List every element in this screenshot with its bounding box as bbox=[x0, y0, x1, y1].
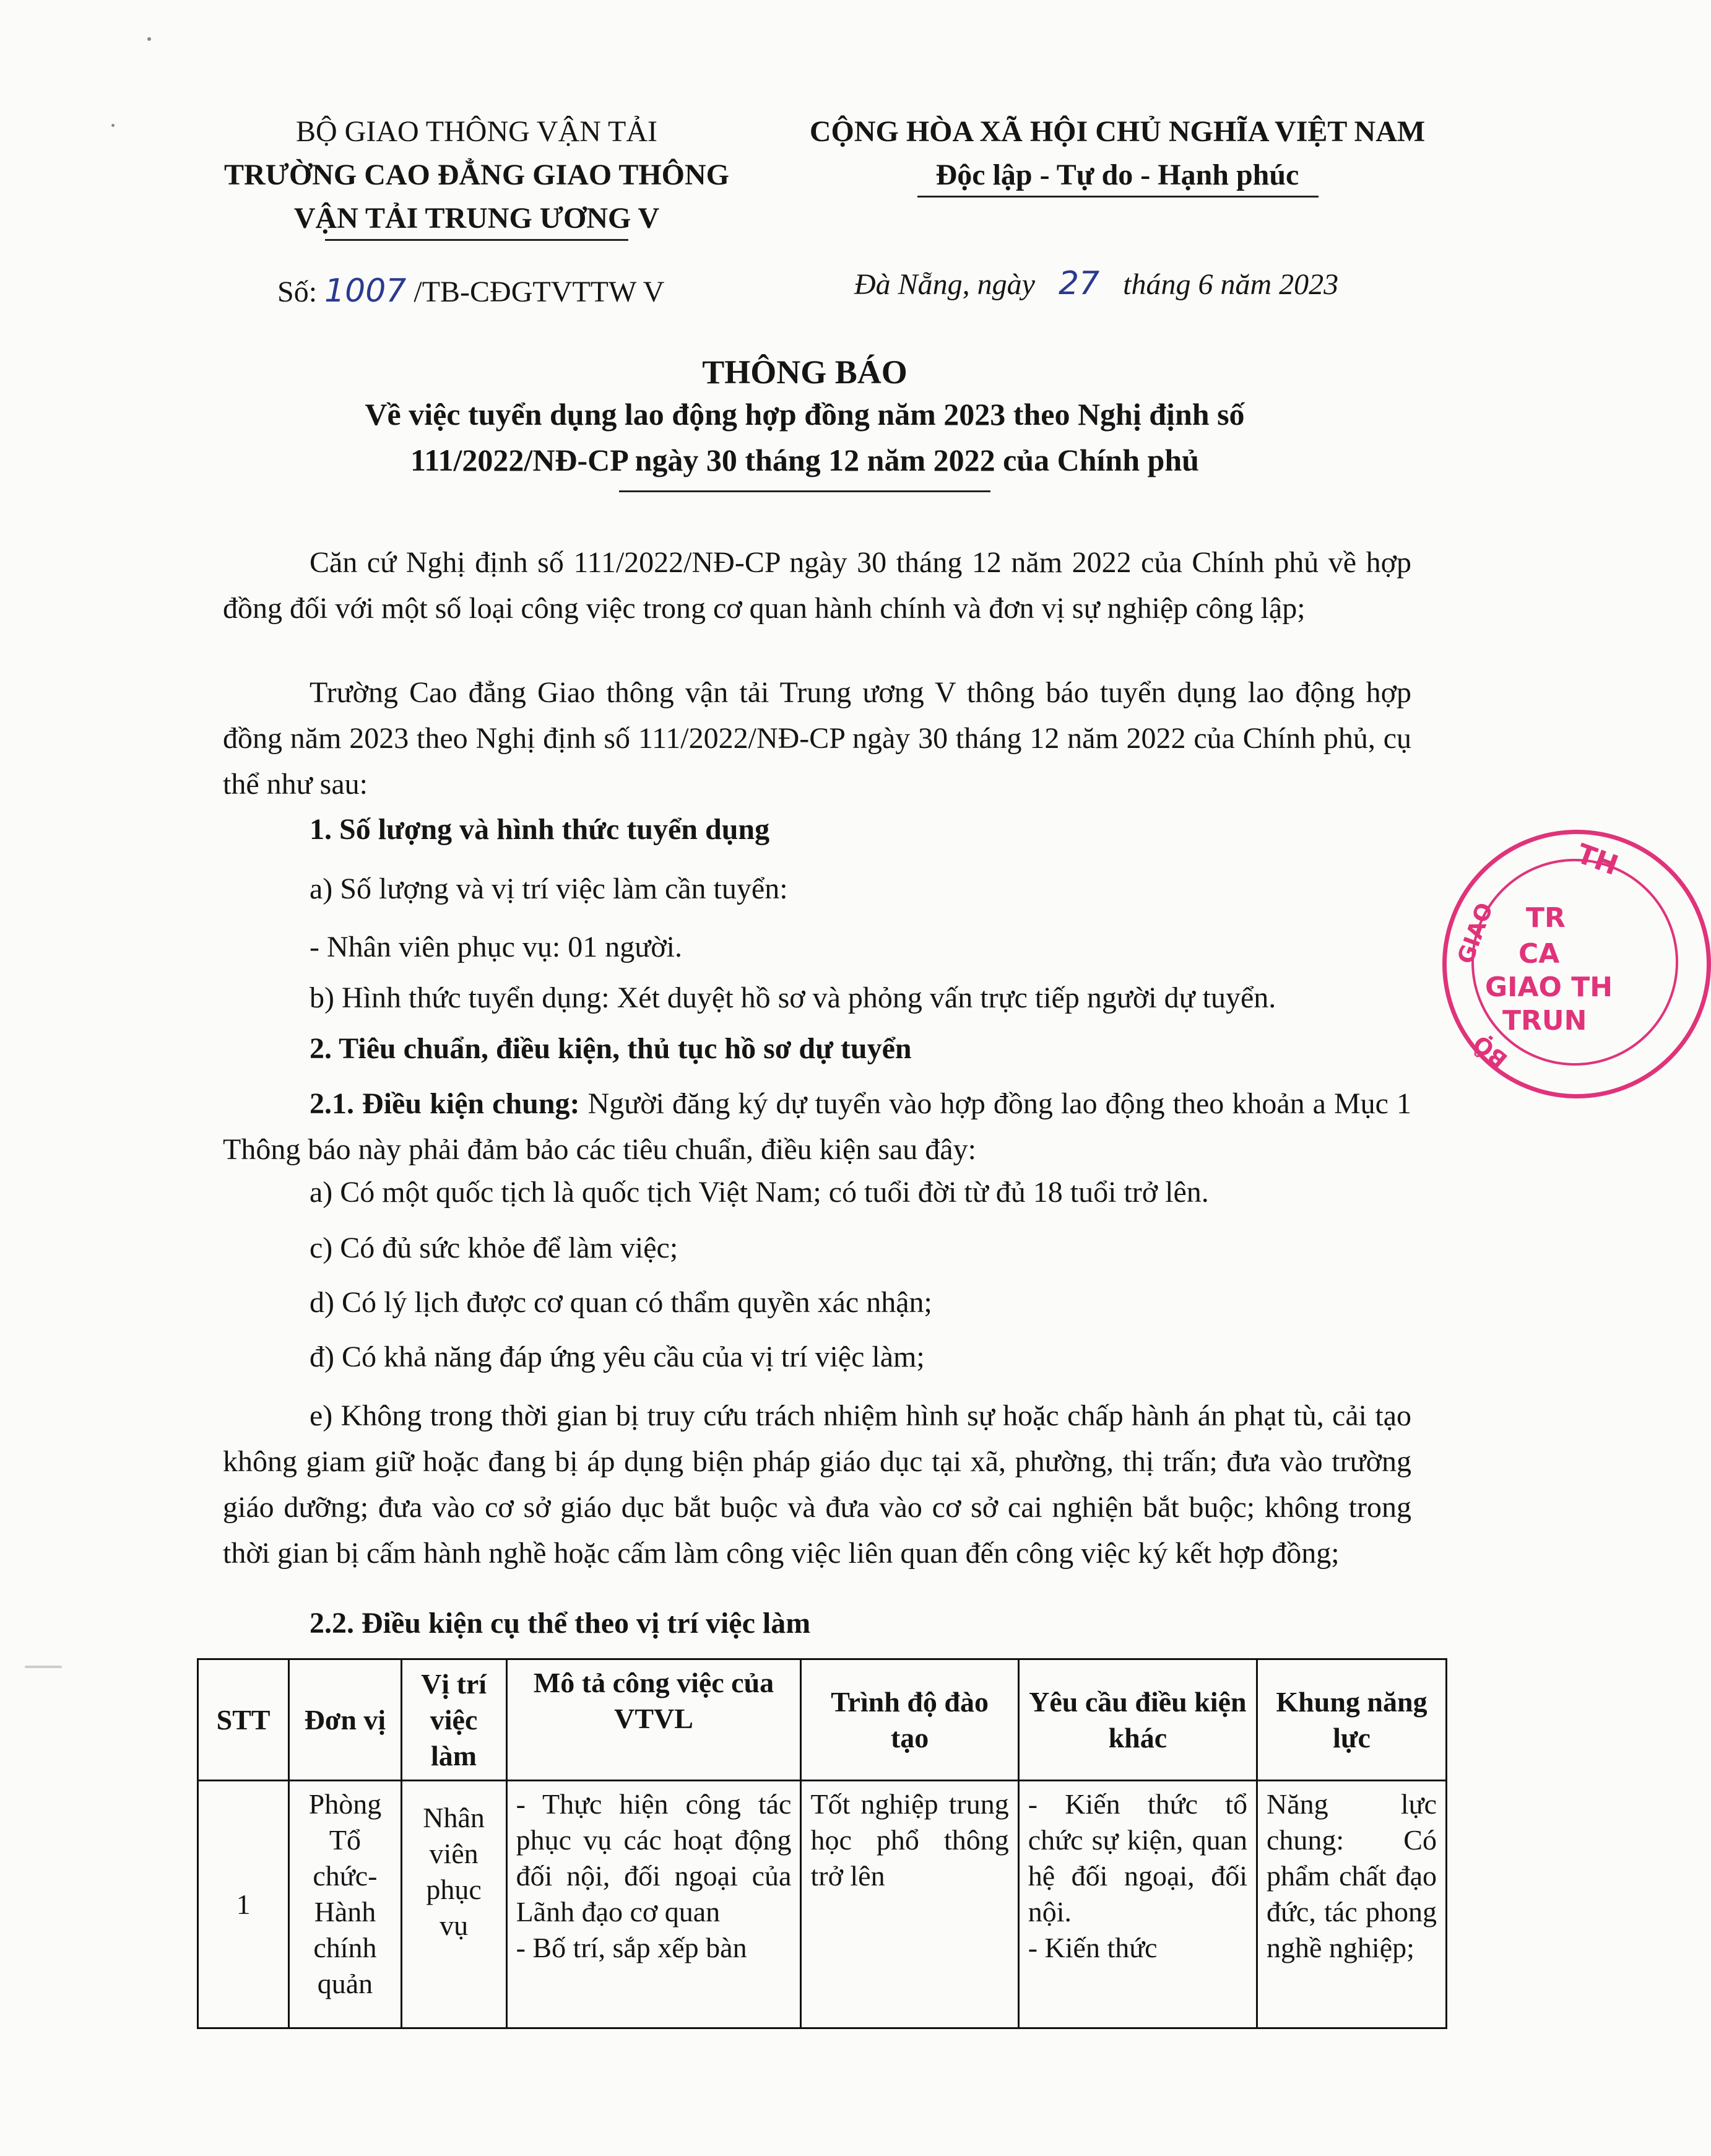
header-job-description: Mô tả công việc của VTVL bbox=[506, 1659, 801, 1781]
section-1a-item: - Nhân viên phục vụ: 01 người. bbox=[310, 931, 682, 963]
document-date bbox=[854, 265, 1338, 302]
scan-speck bbox=[147, 37, 151, 41]
notice-subtitle-line2: 111/2022/NĐ-CP ngày 30 tháng 12 năm 2022 của Chính phủ bbox=[410, 443, 1199, 477]
seal-text: GIAO TH bbox=[1485, 972, 1613, 1003]
cell-education: Tốt nghiệp trung học phổ thông trở lên bbox=[801, 1781, 1018, 2028]
requirement-1: - Kiến thức tổ chức sự kiện, quan hệ đối ngoại, đối nội. bbox=[1028, 1788, 1247, 1928]
table-header-row bbox=[198, 1659, 1447, 1781]
table-row bbox=[198, 1781, 1447, 2028]
seal-text: TR bbox=[1526, 902, 1566, 934]
header-other-requirements: Yêu cầu điều kiện khác bbox=[1018, 1659, 1257, 1781]
section-2-1 bbox=[223, 1081, 1411, 1173]
motto: Độc lập - Tự do - Hạnh phúc bbox=[935, 159, 1299, 191]
number-handwritten: 1007 bbox=[324, 272, 407, 310]
scan-speck bbox=[25, 1666, 62, 1668]
condition-c: c) Có đủ sức khỏe để làm việc; bbox=[310, 1232, 678, 1264]
section-2-1-label: 2.1. Điều kiện chung: bbox=[310, 1087, 580, 1120]
notice-subtitle-line1: Về việc tuyển dụng lao động hợp đồng năm 2023 theo Nghị định số bbox=[365, 397, 1245, 432]
section-2-1-text: Người đăng ký dự tuyển vào hợp đồng lao động theo khoản a Mục 1 Thông báo này phải đảm bảo các tiêu chuẩn, điều kiện sau đây: bbox=[223, 1087, 1412, 1166]
date-suffix: tháng 6 năm 2023 bbox=[1123, 268, 1339, 301]
seal-text: TH bbox=[1572, 838, 1622, 882]
issuer-block bbox=[180, 110, 774, 240]
condition-dd: đ) Có khả năng đáp ứng yêu cầu của vị trí việc làm; bbox=[310, 1341, 925, 1373]
job-conditions-table bbox=[197, 1658, 1447, 2029]
cell-other-requirements bbox=[1018, 1781, 1257, 2028]
official-seal bbox=[1442, 830, 1711, 1098]
cell-competency: Năng lực chung: Có phẩm chất đạo đức, tác phong nghề nghiệp; bbox=[1257, 1781, 1447, 2028]
school-name-line2: VẬN TẢI TRUNG ƯƠNG V bbox=[293, 202, 660, 235]
header-education: Trình độ đào tạo bbox=[801, 1659, 1018, 1781]
ministry-name: BỘ GIAO THÔNG VẬN TẢI bbox=[296, 115, 657, 148]
header-unit: Đơn vị bbox=[289, 1659, 401, 1781]
notice-heading: THÔNG BÁO bbox=[702, 354, 907, 391]
country-name: CỘNG HÒA XÃ HỘI CHỦ NGHĨA VIỆT NAM bbox=[809, 115, 1426, 148]
section-1b: b) Hình thức tuyển dụng: Xét duyệt hồ sơ và phỏng vấn trực tiếp người dự tuyển. bbox=[310, 981, 1276, 1014]
seal-text: BỘ bbox=[1468, 1030, 1513, 1072]
section-1-heading: 1. Số lượng và hình thức tuyển dụng bbox=[310, 813, 770, 846]
header-stt: STT bbox=[198, 1659, 289, 1781]
document-number bbox=[277, 272, 664, 310]
cell-unit: Phòng Tổ chức-Hành chính quản bbox=[289, 1781, 401, 2028]
number-suffix: /TB-CĐGTVTTW V bbox=[414, 276, 665, 308]
cell-stt: 1 bbox=[198, 1781, 289, 2028]
seal-text: CA bbox=[1518, 938, 1560, 970]
issuer-underline bbox=[325, 239, 628, 241]
cell-position: Nhân viên phục vụ bbox=[401, 1781, 506, 2028]
condition-e: e) Không trong thời gian bị truy cứu trách nhiệm hình sự hoặc chấp hành án phạt tù, cải tạo không giam giữ hoặc đang bị áp dụng biện pháp giáo dục tại xã, phường, thị trấn; đưa vào trường giáo dưỡng; đưa vào cơ sở giáo dục bắt buộc và đưa vào cơ sở cai nghiện bắt buộc; không trong thời gian bị cấm hành nghề hoặc cấm làm công việc liên quan đến công việc ký kết hợp đồng; bbox=[223, 1399, 1411, 1570]
job-description-1: - Thực hiện công tác phục vụ các hoạt động đối nội, đối ngoại của Lãnh đạo cơ quan bbox=[516, 1788, 792, 1928]
section-1a: a) Số lượng và vị trí việc làm cần tuyển: bbox=[310, 872, 788, 905]
paragraph-announcement: Trường Cao đẳng Giao thông vận tải Trung ương V thông báo tuyển dụng lao động hợp đồng năm 2023 theo Nghị định số 111/2022/NĐ-CP ngày 30 tháng 12 năm 2022 của Chính phủ, cụ thể như sau: bbox=[223, 676, 1411, 801]
header-position: Vị trí việc làm bbox=[401, 1659, 506, 1781]
header-competency: Khung năng lực bbox=[1257, 1659, 1447, 1781]
scan-speck bbox=[111, 124, 115, 127]
condition-d: d) Có lý lịch được cơ quan có thẩm quyền xác nhận; bbox=[310, 1286, 932, 1319]
seal-text: GIAO bbox=[1453, 899, 1499, 968]
cell-job-description bbox=[506, 1781, 801, 2028]
seal-text: TRUN bbox=[1502, 1005, 1587, 1037]
title-underline bbox=[619, 490, 990, 492]
school-name-line1: TRƯỜNG CAO ĐẲNG GIAO THÔNG bbox=[223, 159, 730, 191]
motto-underline bbox=[917, 196, 1319, 198]
requirement-2: - Kiến thức bbox=[1028, 1932, 1158, 1963]
paragraph-legal-basis: Căn cứ Nghị định số 111/2022/NĐ-CP ngày 30 tháng 12 năm 2022 của Chính phủ về hợp đồng đối với một số loại công việc trong cơ quan hành chính và đơn vị sự nghiệp công lập; bbox=[223, 546, 1411, 625]
country-block bbox=[774, 110, 1461, 197]
job-description-2: - Bố trí, sắp xếp bàn bbox=[516, 1932, 747, 1963]
condition-a: a) Có một quốc tịch là quốc tịch Việt Nam; có tuổi đời từ đủ 18 tuổi trở lên. bbox=[310, 1176, 1209, 1209]
number-prefix: Số: bbox=[277, 276, 318, 308]
section-2-2-heading: 2.2. Điều kiện cụ thể theo vị trí việc làm bbox=[310, 1607, 811, 1640]
date-prefix: Đà Nẵng, ngày bbox=[854, 268, 1035, 301]
date-handwritten: 27 bbox=[1058, 265, 1100, 302]
section-2-heading: 2. Tiêu chuẩn, điều kiện, thủ tục hồ sơ dự tuyển bbox=[310, 1032, 912, 1065]
